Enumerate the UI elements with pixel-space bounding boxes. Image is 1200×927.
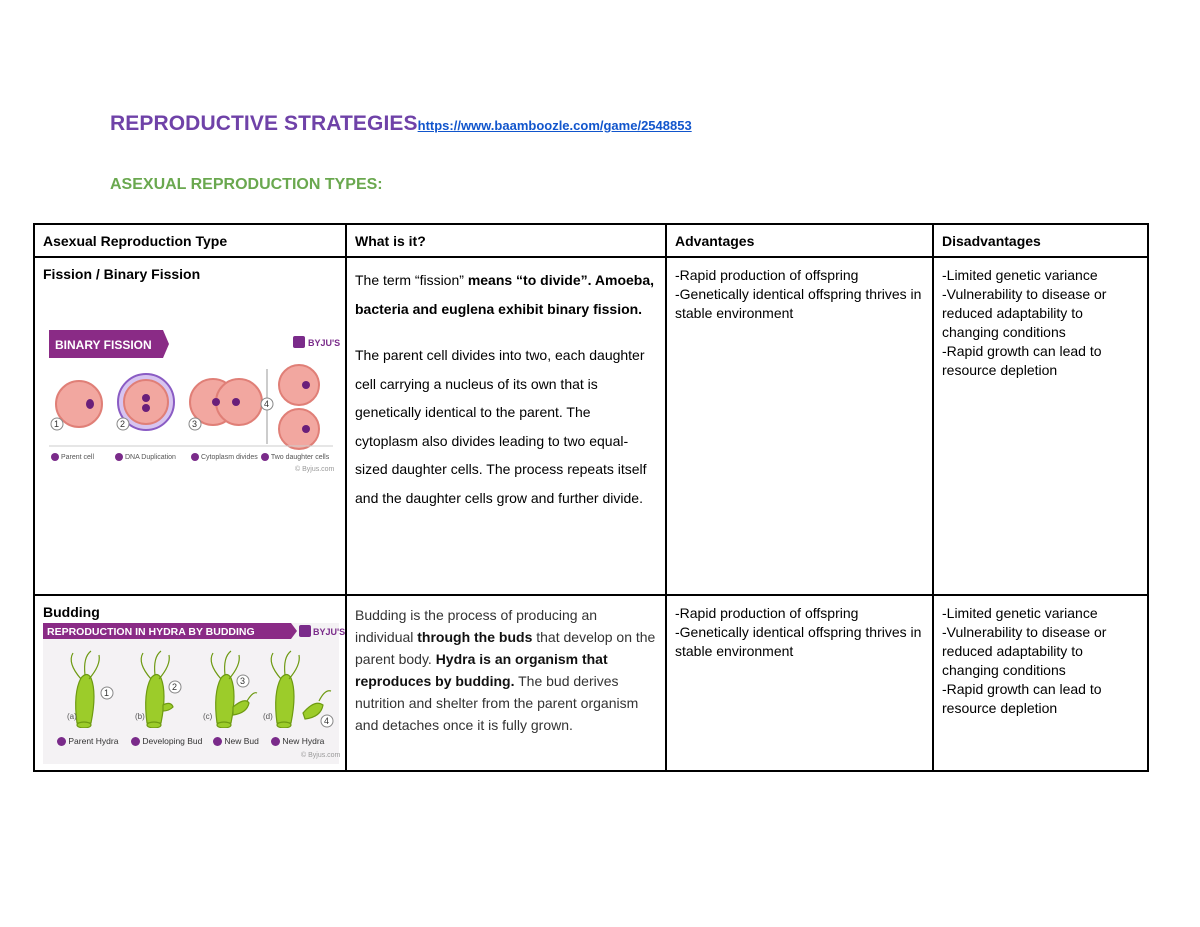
list-item: -Vulnerability to disease or reduced adaptability to changing conditions <box>942 624 1107 678</box>
daughter-cell-top-icon <box>279 365 319 405</box>
page-title: REPRODUCTIVE STRATEGIES <box>110 112 418 135</box>
cell-advantages-fission <box>666 257 933 595</box>
description-text: Budding is the process of producing an individual <box>355 607 598 645</box>
step-number: 3 <box>240 676 246 686</box>
description-bold: through the buds <box>417 629 533 645</box>
step-number: 2 <box>120 419 126 429</box>
cell-what-budding <box>346 595 666 771</box>
nucleus-icon <box>142 404 150 412</box>
cell-advantages-budding <box>666 595 933 771</box>
daughter-cell-bottom-icon <box>279 409 319 449</box>
figure-legend <box>43 451 337 477</box>
table-row-budding <box>34 595 1148 771</box>
list-item: -Limited genetic variance <box>942 267 1098 283</box>
table-header-row <box>34 224 1148 257</box>
parent-cell-icon <box>56 381 102 427</box>
type-label-budding: Budding <box>43 604 100 620</box>
legend-item <box>51 453 94 461</box>
game-link[interactable]: https://www.baamboozle.com/game/2548853 <box>417 118 692 133</box>
list-item: -Rapid production of offspring <box>675 267 859 283</box>
section-subtitle: ASEXUAL REPRODUCTION TYPES: <box>110 176 383 193</box>
description-budding <box>355 604 657 736</box>
step-number: 4 <box>264 399 270 409</box>
list-item: -Limited genetic variance <box>942 605 1098 621</box>
description-paragraph: The parent cell divides into two, each daughter cell carrying a nucleus of its own that is genetically identical to the parent. The cytoplasm also divides leading to two equal-sized daughter cells. The process repeats itself and the daughter cells grow and further divide. <box>355 347 647 506</box>
figure-credit: © Byjus.com <box>295 466 335 473</box>
legend-label: New Hydra <box>282 736 325 746</box>
nucleus-icon <box>142 394 150 402</box>
table-row-fission <box>34 257 1148 595</box>
description-bold: means “to divide”. Amoeba, bacteria and euglena exhibit binary fission. <box>355 272 655 317</box>
disadvantages-list <box>942 604 1139 718</box>
advantages-list <box>675 604 924 661</box>
list-item: -Rapid growth can lead to resource depletion <box>942 681 1102 716</box>
description-text: The bud derives nutrition and shelter from the parent organism and detaches once it is fully grown. <box>355 673 639 733</box>
byjus-logo-icon <box>299 625 311 637</box>
list-item: -Rapid growth can lead to resource depletion <box>942 343 1102 378</box>
cell-what-fission <box>346 257 666 595</box>
figure-legend <box>43 728 339 764</box>
legend-label: Parent cell <box>60 453 95 461</box>
figure-title: BINARY FISSION <box>55 338 152 352</box>
disadvantages-list <box>942 266 1139 380</box>
nucleus-icon <box>86 399 94 409</box>
binary-fission-figure <box>43 294 341 477</box>
binary-fission-illustration <box>43 294 339 454</box>
cell-disadvantages-fission <box>933 257 1148 595</box>
legend-item <box>57 736 118 746</box>
description-fission <box>355 266 657 512</box>
figure-brand: BYJU'S <box>308 338 341 348</box>
cell-type-budding <box>34 595 346 771</box>
reproduction-table <box>33 223 1149 772</box>
list-item: -Rapid production of offspring <box>675 605 859 621</box>
panel-label: (c) <box>203 712 213 721</box>
nucleus-icon <box>232 398 240 406</box>
panel-label: (b) <box>135 712 145 721</box>
panel-label: (a) <box>67 712 77 721</box>
legend-item <box>261 453 329 461</box>
column-header-disadvantages: Disadvantages <box>933 224 1148 257</box>
column-header-what: What is it? <box>346 224 666 257</box>
step-number: 1 <box>54 419 60 429</box>
byjus-logo-icon <box>293 336 305 348</box>
list-item: -Vulnerability to disease or reduced adaptability to changing conditions <box>942 286 1107 340</box>
cell-disadvantages-budding <box>933 595 1148 771</box>
figure-brand: BYJU'S <box>313 627 346 637</box>
step-number: 3 <box>192 419 198 429</box>
step-number: 4 <box>324 716 330 726</box>
legend-label: Two daughter cells <box>270 453 330 461</box>
list-item: -Genetically identical offspring thrives in stable environment <box>675 624 922 659</box>
step-number: 2 <box>172 682 178 692</box>
legend-item <box>115 453 176 461</box>
cell-type-fission <box>34 257 346 595</box>
legend-label: New Bud <box>224 736 259 746</box>
description-text: that develop on the parent body. <box>355 629 656 667</box>
legend-item <box>191 453 258 461</box>
hydra-budding-figure <box>43 623 346 764</box>
description-bold: Hydra is an organism that reproduces by budding. <box>355 651 608 689</box>
step-number: 1 <box>104 688 110 698</box>
figure-title: REPRODUCTION IN HYDRA BY BUDDING <box>47 626 255 638</box>
type-label-fission: Fission / Binary Fission <box>43 266 201 282</box>
legend-label: Developing Bud <box>142 736 203 746</box>
legend-label: Parent Hydra <box>68 736 119 746</box>
list-item: -Genetically identical offspring thrives in stable environment <box>675 286 922 321</box>
legend-item <box>213 736 259 746</box>
legend-item <box>131 736 202 746</box>
nucleus-icon <box>302 425 310 433</box>
legend-label: Cytoplasm divides <box>200 453 258 461</box>
nucleus-icon <box>212 398 220 406</box>
panel-label: (d) <box>263 712 273 721</box>
column-header-advantages: Advantages <box>666 224 933 257</box>
advantages-list <box>675 266 924 323</box>
nucleus-icon <box>302 381 310 389</box>
figure-credit: © Byjus.com <box>301 752 341 759</box>
column-header-type: Asexual Reproduction Type <box>34 224 346 257</box>
legend-item <box>271 736 324 746</box>
title-line <box>110 112 692 136</box>
description-text: The term “fission” <box>355 272 468 288</box>
legend-label: DNA Duplication <box>124 453 176 461</box>
